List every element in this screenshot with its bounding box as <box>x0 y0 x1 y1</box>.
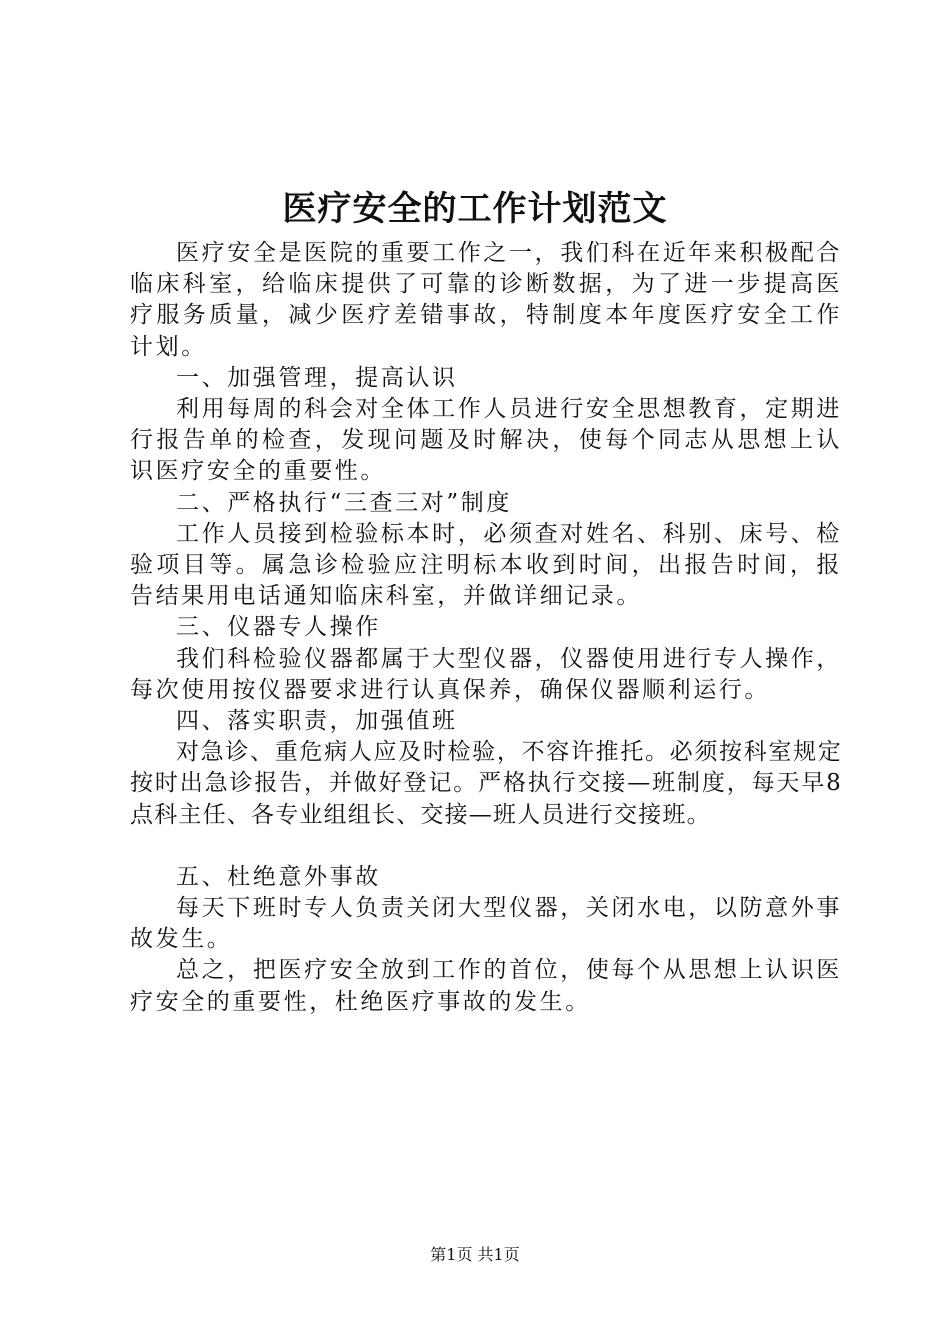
section-paragraph-3: 我们科检验仪器都属于大型仪器，仪器使用进行专人操作，每次使用按仪器要求进行认真保养，确保仪器顺利运行。 <box>130 645 842 703</box>
section-paragraph-1: 利用每周的科会对全体工作人员进行安全思想教育，定期进行报告单的检查，发现问题及时解决，使每个同志从思想上认识医疗安全的重要性。 <box>130 396 842 485</box>
section-heading-5: 五、杜绝意外事故 <box>176 863 381 890</box>
section-paragraph-2: 工作人员接到检验标本时，必须查对姓名、科别、床号、检验项目等。属急诊检验应注明标本收到时间，出报告时间，报告结果用电话通知临床科室，并做详细记录。 <box>130 520 842 610</box>
section-paragraph-4: 对急诊、重危病人应及时检验，不容许推托。必须按科室规定按时出急诊报告，并做好登记。严格执行交接—班制度，每天早8点科主任、各专业组组长、交接—班人员进行交接班。 <box>130 739 842 828</box>
section-heading-2: 二、严格执行“三查三对”制度 <box>176 489 512 516</box>
intro-paragraph: 医疗安全是医院的重要工作之一，我们科在近年来积极配合临床科室，给临床提供了可靠的诊断数据，为了进一步提高医疗服务质量，减少医疗差错事故，特制度本年度医疗安全工作计划。 <box>130 240 842 360</box>
section-heading-4: 四、落实职责，加强值班 <box>176 708 458 735</box>
section-heading-3: 三、仪器专人操作 <box>176 614 381 641</box>
document-body <box>130 238 842 1018</box>
section-paragraph-5: 每天下班时专人负责关闭大型仪器，关闭水电，以防意外事故发生。 <box>130 895 842 953</box>
section-heading-1: 一、加强管理，提高认识 <box>176 364 458 391</box>
document-title: 医疗安全的工作计划范文 <box>282 189 668 229</box>
page-footer: 第1页 共1页 <box>430 1245 520 1264</box>
conclusion-paragraph: 总之，把医疗安全放到工作的首位，使每个从思想上认识医疗安全的重要性，杜绝医疗事故的发生。 <box>130 957 842 1015</box>
